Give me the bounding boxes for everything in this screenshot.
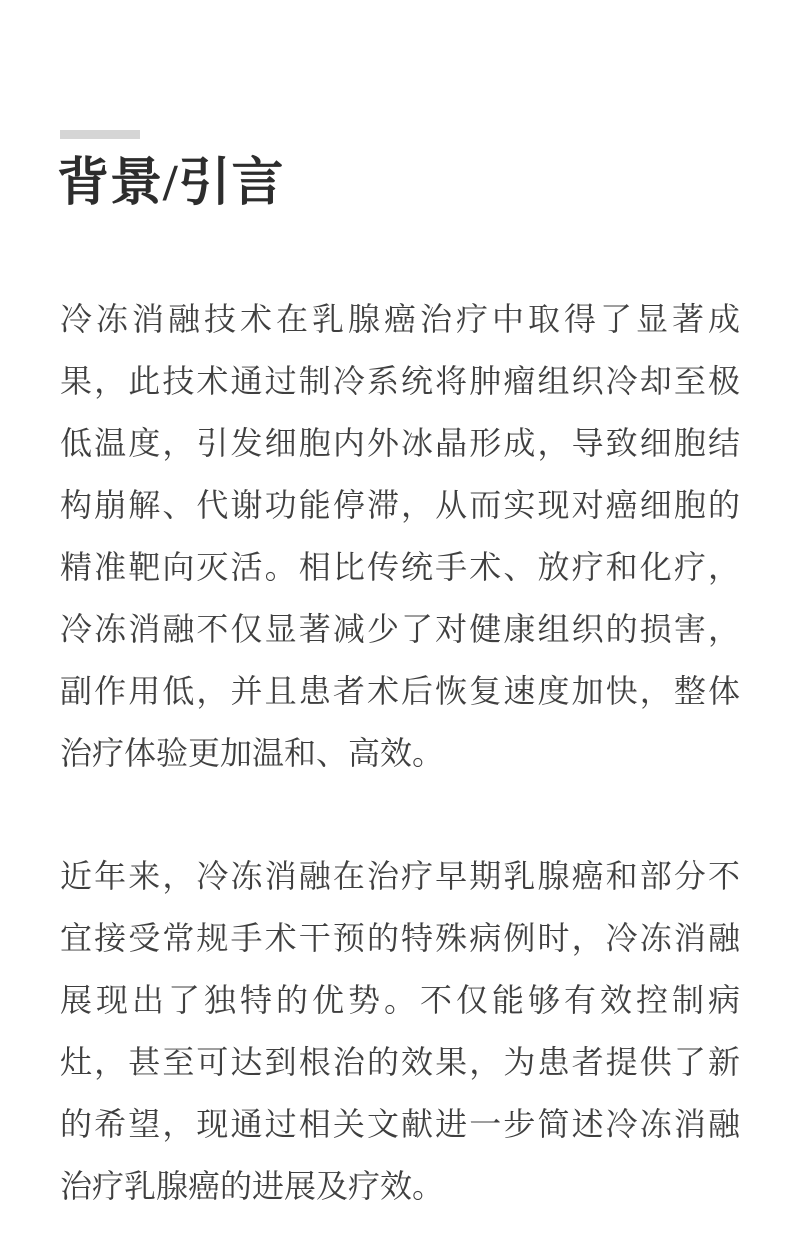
text-line: 治疗乳腺癌的进展及疗效。 xyxy=(60,1168,445,1204)
paragraph xyxy=(60,288,740,784)
text-line: 果，此技术通过制冷系统将肿瘤组织冷却至极 xyxy=(60,363,740,399)
text-line: 副作用低，并且患者术后恢复速度加快，整体 xyxy=(60,673,740,709)
accent-bar xyxy=(60,130,140,139)
text-line: 展现出了独特的优势。不仅能够有效控制病 xyxy=(60,982,740,1018)
text-line: 低温度，引发细胞内外冰晶形成，导致细胞结 xyxy=(60,425,740,461)
text-line: 冷冻消融不仅显著减少了对健康组织的损害， xyxy=(60,611,740,647)
text-line: 灶，甚至可达到根治的效果，为患者提供了新 xyxy=(60,1044,740,1080)
text-line: 的希望，现通过相关文献进一步简述冷冻消融 xyxy=(60,1106,740,1142)
body-text xyxy=(60,288,740,1217)
text-line: 近年来，冷冻消融在治疗早期乳腺癌和部分不 xyxy=(60,858,740,894)
paragraph xyxy=(60,845,740,1217)
text-line: 构崩解、代谢功能停滞，从而实现对癌细胞的 xyxy=(60,487,740,523)
text-line: 宜接受常规手术干预的特殊病例时，冷冻消融 xyxy=(60,920,740,956)
text-line: 精准靶向灭活。相比传统手术、放疗和化疗， xyxy=(60,549,740,585)
text-line: 治疗体验更加温和、高效。 xyxy=(60,735,445,771)
section-title: 背景/引言 xyxy=(57,155,285,212)
text-line: 冷冻消融技术在乳腺癌治疗中取得了显著成 xyxy=(60,301,740,337)
